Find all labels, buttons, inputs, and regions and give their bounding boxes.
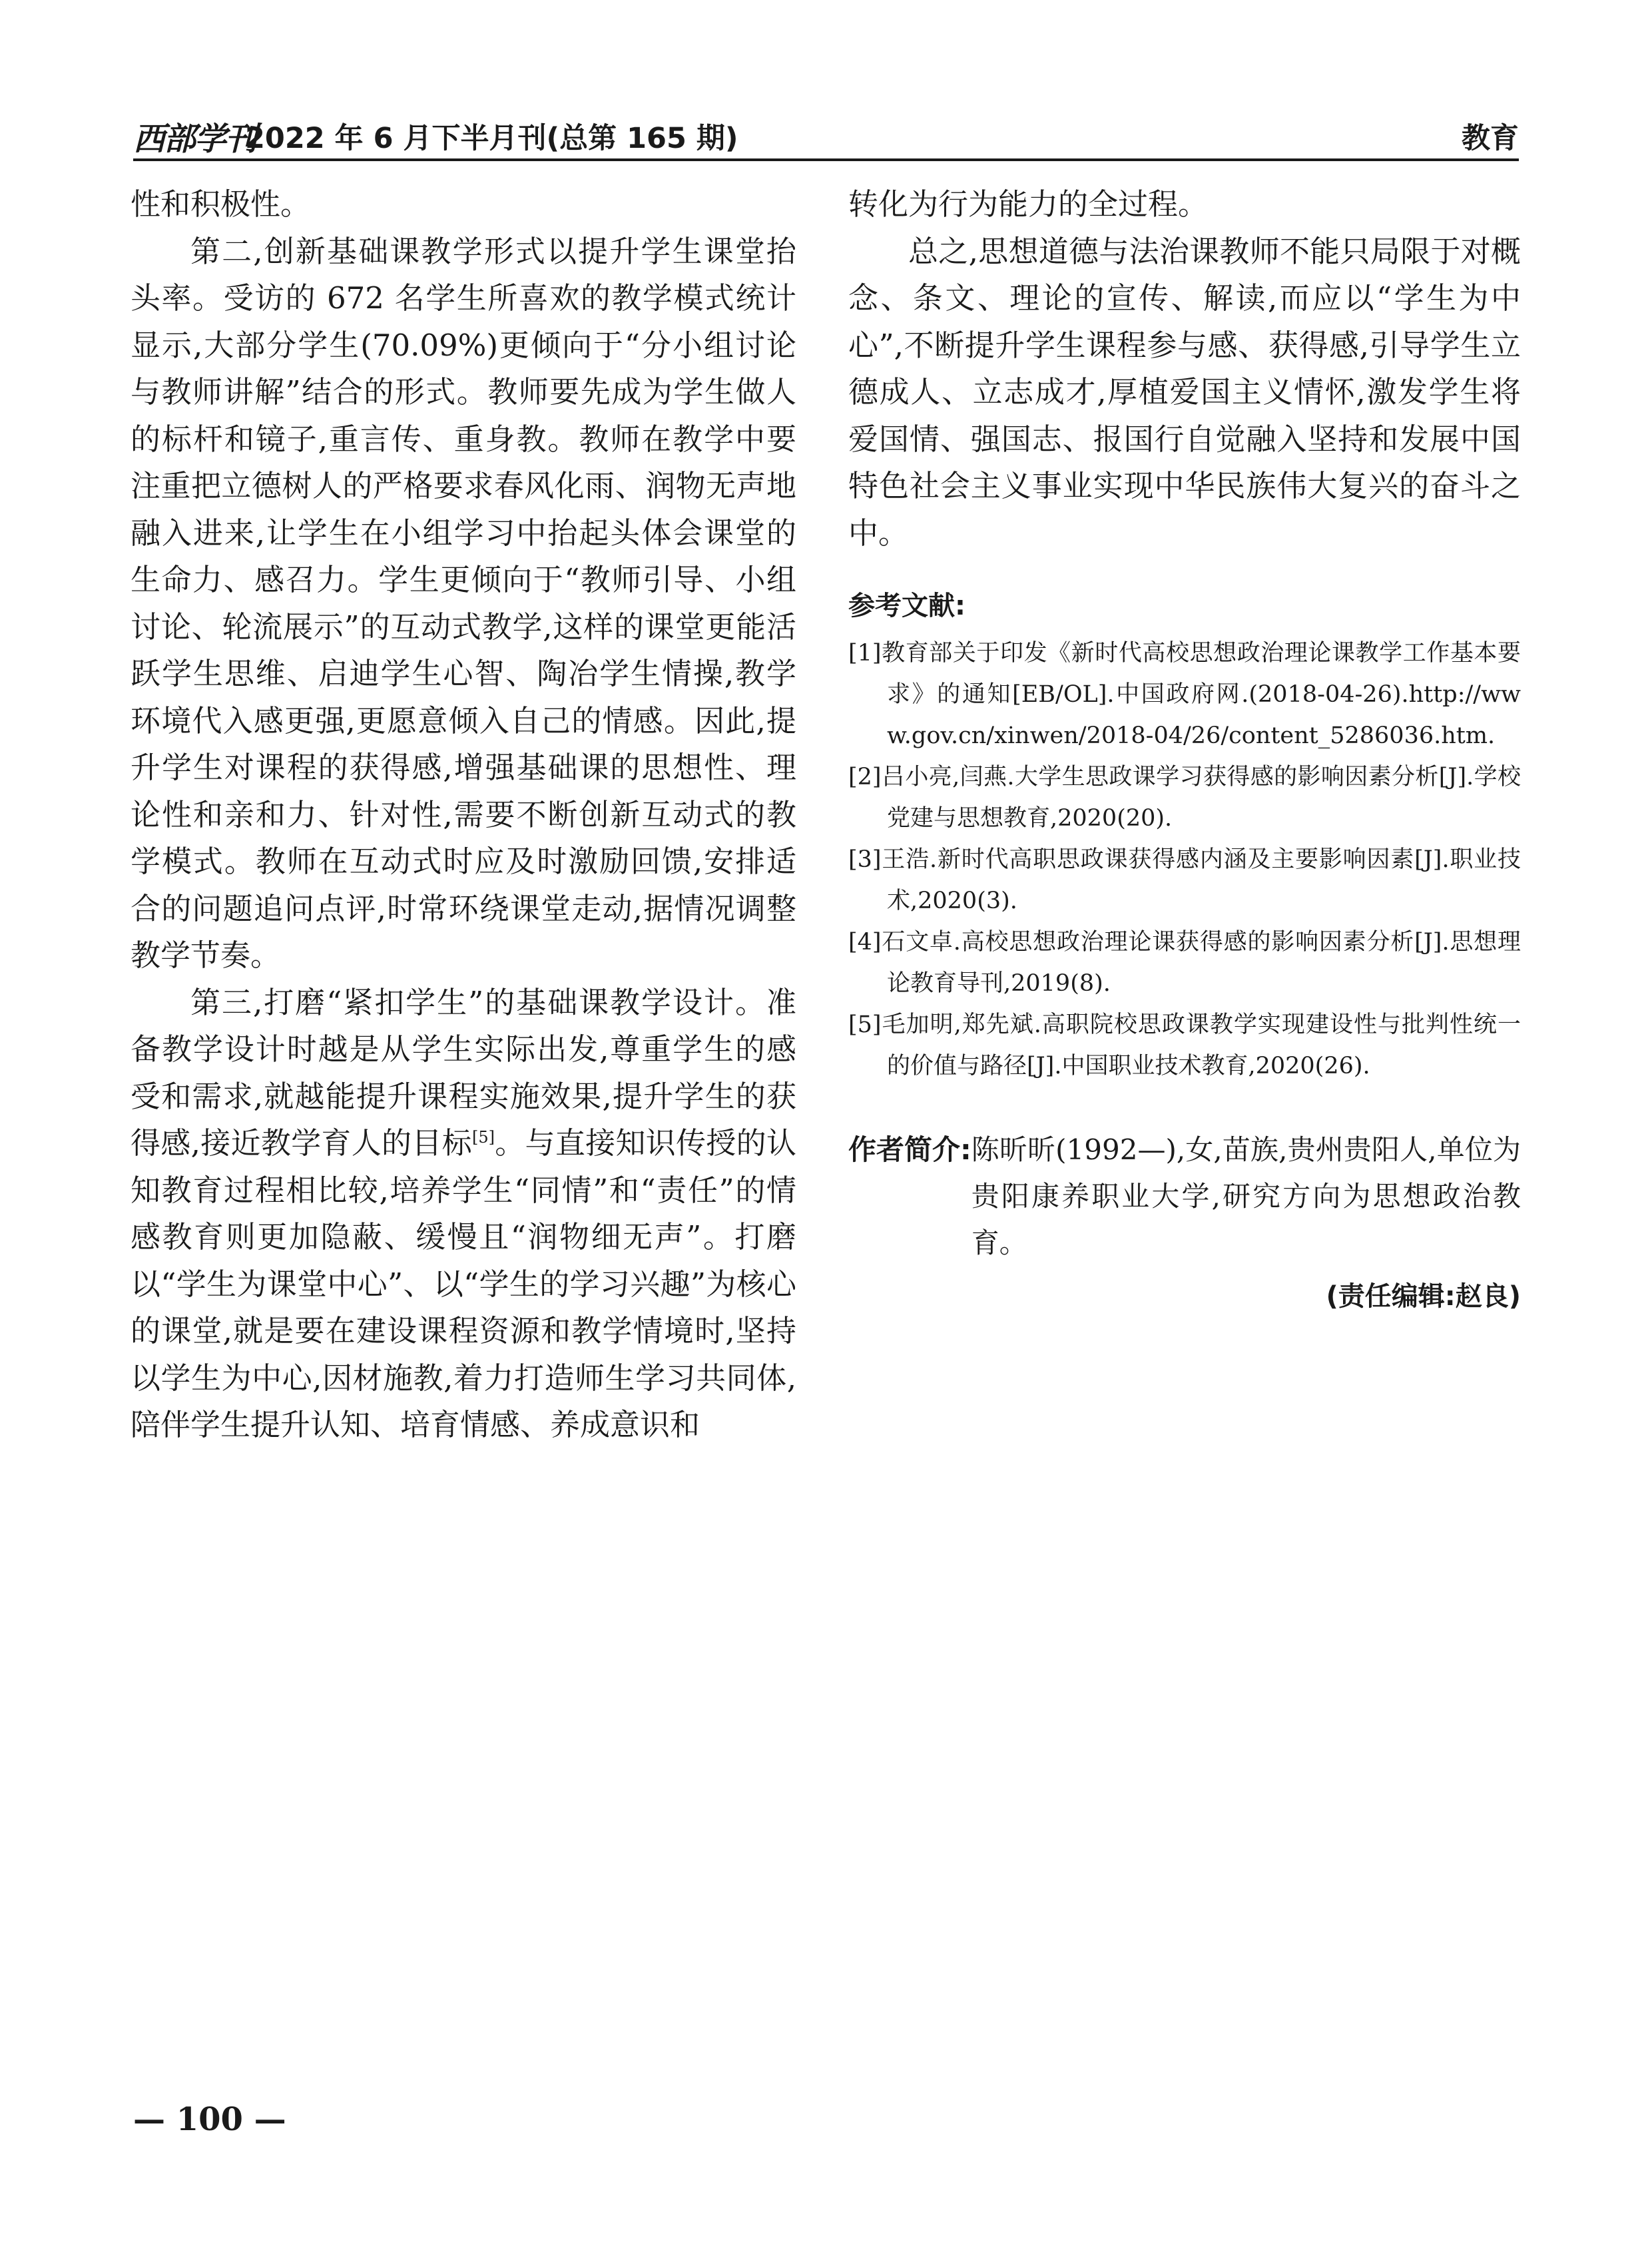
paragraph-third-text-b: 。与直接知识传授的认知教育过程相比较,培养学生“同情”和“责任”的情感教育则更加隐蔽、缓慢且“润物细无声”。打磨以“学生为课堂中心”、以“学生的学习兴趣”为核心的课堂,就是要在建设课程资源和教学情境时,坚持以学生为中心,因材施教,着力打造师生学习共同体,陪伴学生提升认知、培育情感、养成意识和 — [131, 1125, 796, 1442]
citation-ref: [5] — [471, 1128, 495, 1147]
reference-item: [5]毛加明,郑先斌.高职院校思政课教学实现建设性与批判性统一的价值与路径[J].中国职业技术教育,2020(26). — [848, 1011, 1521, 1079]
author-bio — [848, 1127, 1521, 1266]
section-label: 教育 — [1462, 122, 1519, 155]
reference-item: [4]石文卓.高校思想政治理论课获得感的影响因素分析[J].思想理论教育导刊,2019(8). — [848, 929, 1521, 997]
issue-info: 2022 年 6 月下半月刊(总第 165 期) — [245, 122, 738, 155]
references-heading: 参考文献: — [848, 591, 965, 621]
right-column — [848, 181, 1521, 1320]
responsible-editor: (责任编辑:赵良) — [1326, 1281, 1521, 1312]
author-bio-label: 作者简介: — [848, 1133, 971, 1166]
header-rule — [133, 158, 1519, 161]
paragraph-third-point — [131, 980, 796, 1449]
reference-item: [3]王浩.新时代高职思政课获得感内涵及主要影响因素[J].职业技术,2020(3). — [848, 846, 1521, 914]
references-list — [848, 633, 1521, 1087]
reference-item: [1]教育部关于印发《新时代高校思想政治理论课教学工作基本要求》的通知[EB/OL].中国政府网.(2018-04-26).http://www.gov.cn/xinwen/2018-04/26/content_5286036.htm. — [848, 640, 1521, 749]
journal-logo: 西部学刊 — [133, 121, 256, 158]
reference-item: [2]吕小亮,闫燕.大学生思政课学习获得感的影响因素分析[J].学校党建与思想教育,2020(20). — [848, 764, 1521, 832]
page-number: — 100 — — [133, 2101, 286, 2138]
left-column — [131, 181, 796, 1449]
paragraph-third-text-a: 第三,打磨“紧扣学生”的基础课教学设计。准备教学设计时越是从学生实际出发,尊重学生的感受和需求,就越能提升课程实施效果,提升学生的获得感,接近教学育人的目标 — [131, 984, 796, 1161]
paragraph-continued: 性和积极性。 — [131, 186, 311, 222]
paragraph-conclusion: 总之,思想道德与法治课教师不能只局限于对概念、条文、理论的宣传、解读,而应以“学生为中心”,不断提升学生课程参与感、获得感,引导学生立德成人、立志成才,厚植爱国主义情怀,激发学生将爱国情、强国志、报国行自觉融入坚持和发展中国特色社会主义事业实现中华民族伟大复兴的奋斗之中。 — [848, 233, 1521, 551]
page-header — [133, 113, 1519, 157]
paragraph-second-point: 第二,创新基础课教学形式以提升学生课堂抬头率。受访的 672 名学生所喜欢的教学模式统计显示,大部分学生(70.09%)更倾向于“分小组讨论与教师讲解”结合的形式。教师要先成为学生做人的标杆和镜子,重言传、重身教。教师在教学中要注重把立德树人的严格要求春风化雨、润物无声地融入进来,让学生在小组学习中抬起头体会课堂的生命力、感召力。学生更倾向于“教师引导、小组讨论、轮流展示”的互动式教学,这样的课堂更能活跃学生思维、启迪学生心智、陶冶学生情操,教学环境代入感更强,更愿意倾入自己的情感。因此,提升学生对课程的获得感,增强基础课的思想性、理论性和亲和力、针对性,需要不断创新互动式的教学模式。教师在互动式时应及时激励回馈,安排适合的问题追问点评,时常环绕课堂走动,据情况调整教学节奏。 — [131, 233, 796, 973]
paragraph-continued-right: 转化为行为能力的全过程。 — [848, 186, 1209, 222]
author-bio-text: 陈昕昕(1992—),女,苗族,贵州贵阳人,单位为贵阳康养职业大学,研究方向为思想政治教育。 — [971, 1133, 1521, 1259]
